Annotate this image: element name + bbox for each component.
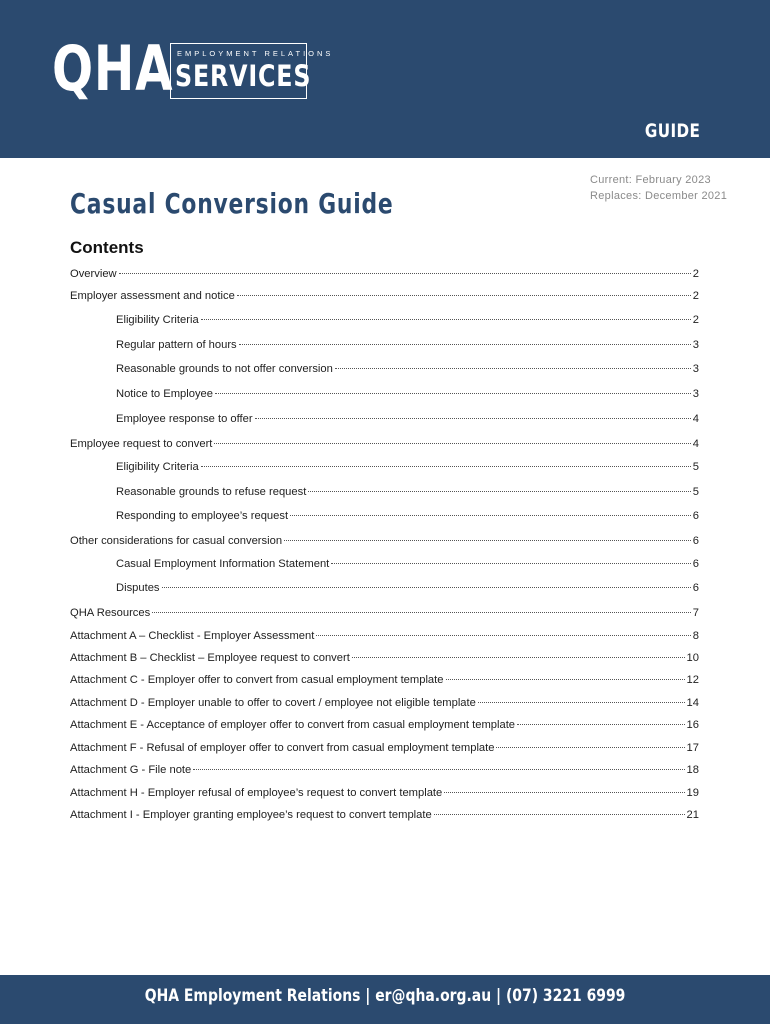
toc-entry-page: 14 [686,697,699,709]
toc-entry-page: 18 [686,764,699,776]
toc-entry[interactable] [116,333,699,351]
toc-entry[interactable] [70,262,699,280]
toc-entry-label: Attachment I - Employer granting employee’s request to convert template [70,809,432,821]
toc-leader-dots [478,688,685,703]
toc-entry-label: Responding to employee’s request [116,510,289,522]
toc-leader-dots [201,305,691,320]
toc-entry-page: 21 [686,809,699,821]
toc-entry[interactable] [116,382,699,400]
toc-entry[interactable] [70,601,699,619]
toc-entry[interactable] [70,668,699,686]
toc-entry-page: 7 [692,607,699,619]
toc-entry[interactable] [116,407,699,425]
toc-entry-label: Eligibility Criteria [116,461,199,473]
toc-entry-page: 2 [692,314,699,326]
toc-leader-dots [255,404,691,419]
toc-entry[interactable] [116,552,699,570]
current-date: Current: February 2023 [590,174,711,186]
toc-entry[interactable] [116,504,699,522]
toc-entry-label: Attachment H - Employer refusal of employee’s request to convert template [70,787,443,799]
toc-entry[interactable] [116,576,699,594]
toc-leader-dots [331,549,690,564]
contents-heading: Contents [70,238,144,257]
toc-entry-label: Attachment A – Checklist - Employer Assessment [70,630,315,642]
toc-entry[interactable] [70,781,699,799]
toc-entry[interactable] [70,432,699,450]
doc-type-label: GUIDE [644,120,700,142]
toc-entry[interactable] [116,480,699,498]
toc-leader-dots [193,755,684,770]
toc-entry[interactable] [116,455,699,473]
toc-entry-label: Disputes [116,582,160,594]
toc-entry-page: 3 [692,388,699,400]
toc-leader-dots [284,526,691,541]
toc-leader-dots [517,710,685,725]
toc-entry[interactable] [70,624,699,642]
page-title: Casual Conversion Guide [70,187,394,220]
toc-entry-label: Notice to Employee [116,388,214,400]
toc-leader-dots [237,281,691,296]
toc-entry-page: 6 [692,535,699,547]
date-info [590,172,727,204]
toc-entry-page: 4 [692,413,699,425]
toc-entry-label: Attachment D - Employer unable to offer to covert / employee not eligible template [70,697,476,709]
footer-banner [0,975,770,1024]
toc-leader-dots [335,354,691,369]
toc-leader-dots [444,778,684,793]
toc-leader-dots [308,477,690,492]
toc-leader-dots [446,665,685,680]
toc-entry-page: 6 [692,558,699,570]
toc-leader-dots [119,259,691,274]
toc-entry[interactable] [70,284,699,302]
toc-entry-page: 2 [692,290,699,302]
toc-entry-page: 4 [692,438,699,450]
toc-entry-label: Overview [70,268,117,280]
toc-entry[interactable] [116,357,699,375]
toc-entry-label: Attachment C - Employer offer to convert from casual employment template [70,674,444,686]
toc-entry-label: Attachment G - File note [70,764,192,776]
toc-entry[interactable] [70,691,699,709]
toc-entry[interactable] [116,308,699,326]
toc-leader-dots [162,573,691,588]
toc-entry-page: 16 [686,719,699,731]
toc-entry-page: 6 [692,510,699,522]
toc-leader-dots [239,330,691,345]
toc-entry-label: Reasonable grounds to not offer conversion [116,363,333,375]
toc-entry[interactable] [70,803,699,821]
toc-entry-label: Employee response to offer [116,413,253,425]
toc-entry-page: 17 [686,742,699,754]
toc-entry[interactable] [70,713,699,731]
toc-entry-label: QHA Resources [70,607,151,619]
logo-services: SERVICES [175,59,312,93]
toc-entry-label: Attachment E - Acceptance of employer offer to convert from casual employment template [70,719,516,731]
toc-leader-dots [201,452,691,467]
toc-entry-label: Reasonable grounds to refuse request [116,486,307,498]
toc-entry-label: Attachment B – Checklist – Employee request to convert [70,652,350,664]
toc-leader-dots [352,643,685,658]
toc-leader-dots [152,598,691,613]
toc-leader-dots [290,501,691,516]
toc-entry-label: Employee request to convert [70,438,213,450]
toc-entry-label: Attachment F - Refusal of employer offer to convert from casual employment template [70,742,495,754]
logo-qha: QHA [52,32,174,105]
toc-leader-dots [215,379,691,394]
toc-entry-label: Regular pattern of hours [116,339,237,351]
toc-entry-page: 3 [692,339,699,351]
toc-entry-page: 12 [686,674,699,686]
logo-services-box [170,43,334,99]
toc-entry-label: Other considerations for casual conversion [70,535,283,547]
replaces-date: Replaces: December 2021 [590,190,728,202]
toc-leader-dots [496,733,684,748]
toc-entry[interactable] [70,529,699,547]
toc-entry-label: Employer assessment and notice [70,290,235,302]
toc-leader-dots [316,621,690,636]
header-banner [0,0,770,158]
toc-entry-page: 6 [692,582,699,594]
toc-entry[interactable] [70,758,699,776]
toc-entry-page: 5 [692,486,699,498]
toc-entry-label: Casual Employment Information Statement [116,558,330,570]
toc-entry-page: 5 [692,461,699,473]
toc-entry[interactable] [70,736,699,754]
toc-entry-page: 19 [686,787,699,799]
toc-leader-dots [214,429,690,444]
toc-entry-page: 8 [692,630,699,642]
toc-entry-label: Eligibility Criteria [116,314,199,326]
toc-entry[interactable] [70,646,699,664]
footer-contact: QHA Employment Relations | er@qha.org.au | (07) 3221 6999 [144,986,626,1006]
toc-leader-dots [434,800,685,815]
toc-entry-page: 3 [692,363,699,375]
toc-entry-page: 2 [692,268,699,280]
toc-entry-page: 10 [686,652,699,664]
logo-employment-relations: EMPLOYMENT RELATIONS [177,49,334,58]
